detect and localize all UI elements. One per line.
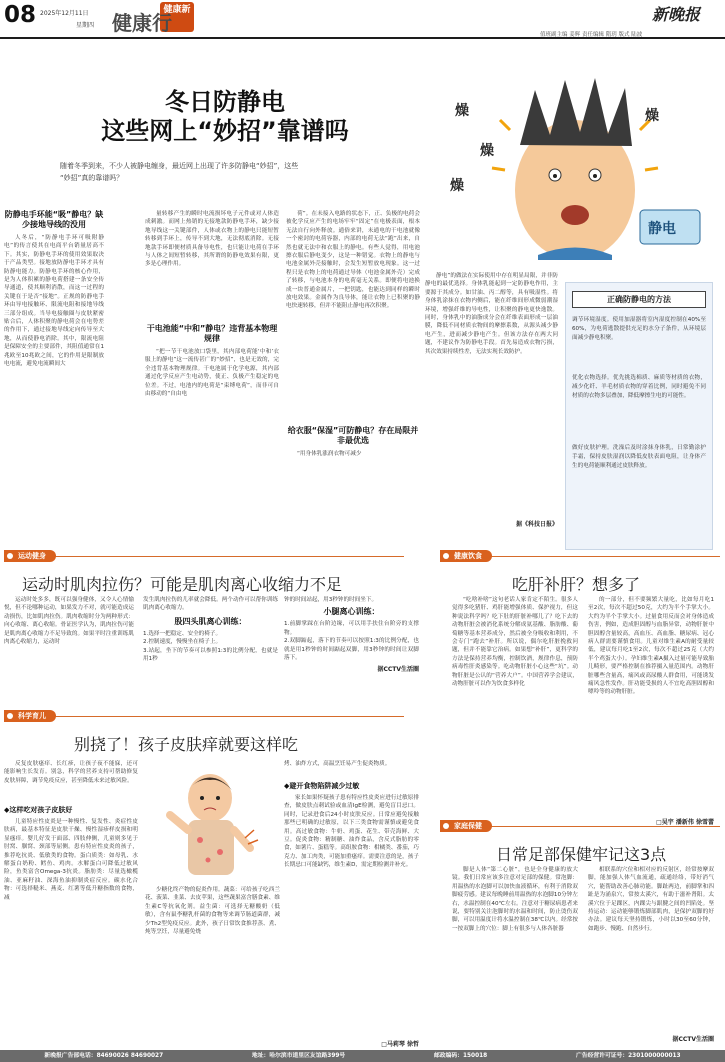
lead-title-line1: 冬日防静电	[165, 88, 285, 116]
subhead-3: 给衣服“保湿”可防静电？存在局限并非最优选	[287, 426, 419, 445]
section-title: 健康行	[112, 11, 172, 35]
dry-label-4: 燥	[645, 108, 659, 124]
sport-col-2	[143, 596, 278, 664]
sport-title: 运动时肌肉拉伤？可能是肌肉离心收缩力不足	[22, 575, 343, 594]
col2b-text: “把一节干电池放口袋里，其内部电荷能‘中和’衣服上的静电”这一流传甚广的“妙招”，也是无效的，完全违背基本物理规律。干电池属于化学电源，其内部通过化学反应产生电动势，使正、负极产生稳定的电位差。不过，电池内的电荷是“束缚电荷”，而非可自由移动的“自由电	[145, 349, 279, 398]
subhead-2: 干电池能“中和”静电？违背基本物理规律	[146, 324, 278, 343]
header-rule	[0, 37, 725, 39]
lead-intro-line1: 随着冬季到来，不少人被静电缠身，最近网上出现了许多防静电“妙招”，这些	[60, 162, 299, 170]
brand-logo: 新晚报	[652, 5, 701, 24]
liver-col-1: “吃啥补啥”这句老话人家肯定不陌生。很多人觉得多吃猪肝、鸡肝能增强体质、保护视力，但这种说法科学吗？吃下肚的肝脏补哪儿了？吃下去的动物肝脏会被消化系统分解成氨基酸、脂肪酸、葡萄糖等基本营养成分，然后被全身吸收和利用，不会专门“跑去”补肝。所以说，偶尔吃肝脏挽救问题，但并不能靠它治病。如果想“补肝”，更科学的方法是保持营养均衡，控制饮酒，规律作息，预防病毒性肝炎感染等。吃动物肝脏小心这些“坑”。动物肝脏是公认的“营养大户”。中国营养学会建议，动物肝脏可以作为饮食多样化	[452, 597, 578, 688]
footer-license: 广告经营许可证号：2301000000013	[575, 1053, 681, 1059]
kids-illustration	[150, 760, 280, 885]
article-col-2	[145, 210, 279, 458]
kids-credit: □马莉琴 徐哲	[381, 1041, 419, 1048]
dry-label-1: 燥	[455, 103, 469, 119]
lead-headline	[40, 88, 410, 146]
lead-intro	[60, 160, 390, 184]
col3-text: 荷”。在未接入电路的状态下，正、负极的电荷会被化学反应产生的电场牢牢“固定”在电极表面，根本无法自行向外释放。通俗来讲，未通电的干电池就像一个密封的电荷容器，内部的电荷无法“跑”出来，自然也就无法中和衣服上的静电。有些人觉得，用电池擦衣服后静电变少，这是一种错觉。衣物上的静电与电池金属外壳接触时，会发生短暂放电现象。这一过程只是衣物上的电荷通过导体（电池金属外壳）完成了转移，与电池本身的电荷毫无关系。即便将电池换成一块普通金属片，一把钥匙，也能达到同样的瞬时放电效果。金属作为良导体，能让衣物上已积聚的静电快速转移，但并不能阻止静电再次积聚。	[286, 211, 420, 310]
kids-title: 别挠了！孩子皮肤痒就要这样吃	[74, 735, 299, 754]
kids-col3-text: 烤、油炸方式，高温烹饪易产生促炎物质。	[284, 761, 391, 767]
kids-col-2: 少糖化终产物的促炎作用。蔬菜：可给孩子吃西兰花、菠菜、韭菜、去皮苹果，这些蔬果富含膳食素、维生素C等抗氧化剂。益生菌：可选择无糖酸奶（低敏），含有鼠李糖乳杆菌的食物等来调节肠道菌群，减少Th2型免疫反应。此外，孩子日常饮食推荐蒸、煮、炖等烹饪，尽量避免烧	[145, 887, 280, 936]
static-label: 静电	[648, 221, 676, 237]
sport-step-2: 2.控制速度，慢慢坐在椅子上。	[143, 639, 222, 646]
tip-skin: 做好皮肤护理。洗澡后及时涂抹身体乳，日常勤涂护手霜，保持皮肤湿润以降低皮肤表面电阻，让身体产生的电荷能顺利通过皮肤释放。	[572, 445, 706, 469]
liver-title: 吃肝补肝？想多了	[512, 575, 641, 594]
footer-ad: 新晚报广告部电话：84690026 84690027	[44, 1053, 164, 1059]
feet-title: 日常足部保健牢记这3点	[496, 845, 667, 864]
kids-col1-text: 儿童特应性皮炎是一种慢性、复发性、炎症性皮肤病，最基本特征是皮肤干燥、慢性湿疹样皮损和明显瘙痒。婴儿好发于面部、四肢伸侧，儿童则多见于肘窝、腘窝、颈部等屈侧。患有特应性皮炎的孩子，推荐吃抗炎、低敏类的食物。蛋白质类：如母乳、水解蛋白奶粉、鳕鱼、鸡肉。水解蛋白可降低过敏风险，鱼类富含Omega-3抗炎。脂肪类：尽量选橄榄油、亚麻籽油、深海鱼油抑制炎症反应。碳水化合物：可选择糙米、燕麦、红薯等低升糖指数的食物，减	[4, 819, 138, 901]
feet-tag: 家庭保健	[440, 820, 492, 832]
child-scratching-svg	[150, 760, 280, 885]
kids-subhead-1: ◆这样吃对孩子皮肤好	[4, 806, 73, 814]
subhead-1: 防静电手环能“吸”静电？缺少接地导线的没用	[4, 210, 104, 229]
stamp-logo: 健康新	[160, 2, 194, 32]
kids-col3b-text: 家长如果怀疑孩子患有特应性皮炎应进行过敏原排查，做皮肤点刺试验或血清IgE检测，避免盲目忌口。同时，记录进食后24小时皮肤反应。日常应避免接触那些已明确的过敏原，以下三类食物需谨慎或避免食用。高过敏食物：牛奶、鸡蛋、花生、带壳海鲜、大豆。促炎食物：精制糖、油炸食品，含反式脂肪的零食，如薯片、蛋糕等。高组胺食物：柑橘类、番茄，巧克力、加工肉类，可能加重瘙痒。需要注意的是，孩子长期忌口可能缺钙，维生素D，需定期检测并补充。	[284, 795, 419, 869]
sport-rule	[4, 556, 404, 557]
kids-subhead-2: ◆避开食物陷阱减少过敏	[284, 782, 360, 790]
sport-credit: 据CCTV生活圈	[377, 666, 419, 674]
col3b-text: “用身体乳涨润衣物可减少	[297, 451, 362, 457]
col2-text: 量转移产生的瞬时电流损坏电子元件或对人体造成刺激。而网上热销的无接地款防静电手环，缺少接地导线这一关键部件，人体或衣物上的静电只能短暂转移到手环上，传导不到大地，无法彻底消除。无接地款手环即便材质具备导电性，也只能让电荷在手环与人体之间短暂转移，其所谓的防静电效果有限，更多是心理作用。	[145, 211, 279, 268]
dry-label-3: 燥	[480, 143, 494, 159]
liver-col-2	[588, 596, 714, 826]
sport-subhead-1: 股四头肌离心训练：	[174, 617, 247, 626]
feet-col-1: 脚是人体“第二心脏”，也是全身健康的放大镜。我们日常应该多注意对足部的保健。常泡脚：用温热的水泡脚可以加快血液循环，有利于消除双脚疲劳感。建议每晚睡前用温热的水泡脚10分钟左右，水温控制在40℃左右。注意对于糖尿病患者来说，要特别关注泡脚时的水温和时间，防止烫伤双脚，可以用温度计将水温控制在38℃以内。经常按一按双脚上的穴位：脚上有很多与人体各脏器	[452, 867, 578, 932]
footer-postcode: 邮政编码：150018	[433, 1053, 488, 1059]
sport-col-3	[284, 596, 419, 673]
col4-text: 静电”的做法在实际使用中存在明显局限，并非防静电的最优选择。身体乳能起到一定防静电作用，主要源于其成分。如甘油、丙二醇等，具有吸湿性。将身体乳涂抹在衣物内侧后，能在纤维间形成微弱潮湿环境，增强纤维的导电性，让积聚的静电更快逸散。同时，身体乳中的油脂成分会在纤维表面形成一层油膜，降低不同材质衣物间的摩擦系数，从源头减少静电产生，进而减少静电产生。但该方法存在两大问题，不建议作为防静电手段。首先易造成衣物污损，其次效果持续性差，无法实现长效防护。	[425, 273, 558, 355]
sport-tag: 运动健身	[4, 550, 56, 562]
page-number: 08	[4, 2, 37, 28]
footer-address: 地址：哈尔滨市道里区友谊路399号	[251, 1053, 346, 1059]
sport-col3-text: 钟的时间站起，用3秒钟的时间坐下。	[284, 597, 378, 603]
kids-tag: 科学育儿	[4, 710, 56, 722]
sport-col-1: 运动时处多多，既可以强身健体，又令人心情愉悦，但不论哪种运动，如果发力不对，就可能造成运动损伤，比如肌肉拉伤。肌肉收缩时分为两种形式：向心收缩、离心收缩。骨证医学认为，肌肉拉伤可能是肌肉离心收缩力不足导致的。如果平时注重训练肌肉离心收缩力，运动时	[4, 597, 134, 646]
col1-text: 人冬后，“防静电手环可吸附静电”的传言使其在电商平台销量居高不下。其实，防静电手环的使用效果取决于产品类型。接地放防静电手环才具有防静电能力。防静电手环的核心作用，是为人体积累的静电荷搭建一条安全传导通道，使其顺利消散，而这一过程的关键在于是否“接地”。正规的防静电手环由导电接触环、限流电阻和接地导线三部分组成。当导电接触圈与皮肤紧密贴合后，人体积聚的静电荷会在电势差的作用下，通过接地导线定向传导至大地，从而使静电消除。其中，限流电阻是保障安全的主要部件，其阻值通常在1兆欧至10兆欧之间，它的作用是限制放电电流，避免电流瞬间大	[4, 235, 104, 368]
kids-col-1	[4, 760, 138, 1044]
liver-col2-text: 的一部分，但不要频繁大量吃，比如每月吃1至2次，每次不超过50克，大约为半个手掌大小。大约为半个手掌大小。过量食用反而会对身体造成伤害，例如，造成胆固醇与血脂异常，动物肝脏中胆固醇含量较高，高血压、高血脂、糖尿病、冠心病人群需要谨慎食用。儿童对维生素A的耐受量较低，建议每月吃1至2次，每次不超过25克（大约半个鸡蛋大小）。孕妇维生素A摄入过量可能导致胎儿畸形，要严格控制在推荐摄入量范围内。动物肝脏哪些含量高，痛风或高尿酸人群食用，可能诱发痛风急性发作。肝功能受损的人不宜吃高胆固醇和嘌呤等的动物肝脏。	[588, 597, 714, 696]
lead-title-line2: 这些网上“妙招”靠谱吗	[101, 117, 349, 145]
static-illustration	[440, 50, 710, 260]
kids-rule	[4, 716, 404, 717]
sport-subhead-2: 小腿离心训练：	[323, 607, 380, 617]
sport-step-3: 3.站起，坐下的节奏可以参照1:3的比例分配，也就是用1秒	[143, 647, 278, 663]
kids-intro: 反复皮肤瘙痒、长红疹，让孩子夜不能寐，还可能影响生长发育。别急，科学的营养支持可帮助修复皮肤屏障，调节免疫反应，甚至降低未来过敏风险。	[4, 761, 138, 784]
article-col-4	[425, 272, 558, 528]
kids-col-3	[284, 760, 419, 1048]
liver-tag: 健康饮食	[440, 550, 492, 562]
liver-credit: □吴宇 潘新伟 徐雪蕾	[656, 819, 714, 826]
footer-bar	[0, 1050, 725, 1062]
weekday: 星期四	[76, 22, 95, 29]
dry-label-2: 燥	[450, 178, 464, 194]
feet-col2-text: 相联系的穴位和相对应的反射区，经常按摩双脚，能加强人体气血流通，疏通经络，带好消气穴，能帮助改善心肺功能。脚趾两边，前脚掌和四趾是为涌泉穴，常按太溪穴，有助于滋补肾阳。太溪穴位于足踝区，内踝尖与跟腱之间的凹陷处。坚持运动：运动能够锻炼脚部肌肉，是保护双脚的好办法。建议每天坚持锻炼，小时以30至60分钟，如跑步、慢跑、自然步行。	[588, 867, 714, 932]
sport-col2-text: 发生肌肉拉伤的儿率就会降低。两个动作可以帮你训练肌肉离心收缩力。	[143, 597, 278, 612]
feet-col-2	[588, 866, 714, 1043]
article-col-3	[286, 210, 420, 466]
sport-step-5: 2.双脚踮起，落下的节奏可以按照1:3的比例分配，也就是用1秒钟的时间踮起双脚，用3秒钟的时间让双脚落下。	[284, 638, 419, 662]
article-col-1	[4, 210, 104, 479]
sport-step-1: 1.选择一把稳定、安全的椅子。	[143, 631, 222, 637]
editor-credits: 值班副主编 姜辉 责任编辑 隋玥 版式 陆波	[540, 32, 643, 38]
feet-credit: 据CCTV生活圈	[672, 1036, 714, 1043]
page-header	[0, 0, 725, 40]
lead-intro-line2: “妙招”真的靠谱吗？	[60, 174, 124, 182]
tips-box	[565, 282, 713, 550]
issue-date: 2025年12月11日	[40, 10, 89, 17]
sport-step-4: 1.前脚掌踩在台阶边缘，可以用手扶住台阶旁的支撑物。	[284, 621, 419, 636]
tip-clothing: 优化衣物选择。优先挑选棉质、麻质等材质的衣物，减少化纤、羊毛材质衣物的穿着比例，同时避免不同材质的衣物多层叠加，降低摩擦生电的可能性。	[572, 375, 706, 399]
art1-credit: 据《科技日报》	[515, 521, 558, 528]
tip-humidity: 调节环境湿度。使用加湿器将室内湿度控制在40%至60%，为电荷逃散提供充足的水分子条件，从环境层面减少静电积聚。	[572, 317, 706, 341]
tips-heading: 正确防静电的方法	[572, 291, 706, 308]
